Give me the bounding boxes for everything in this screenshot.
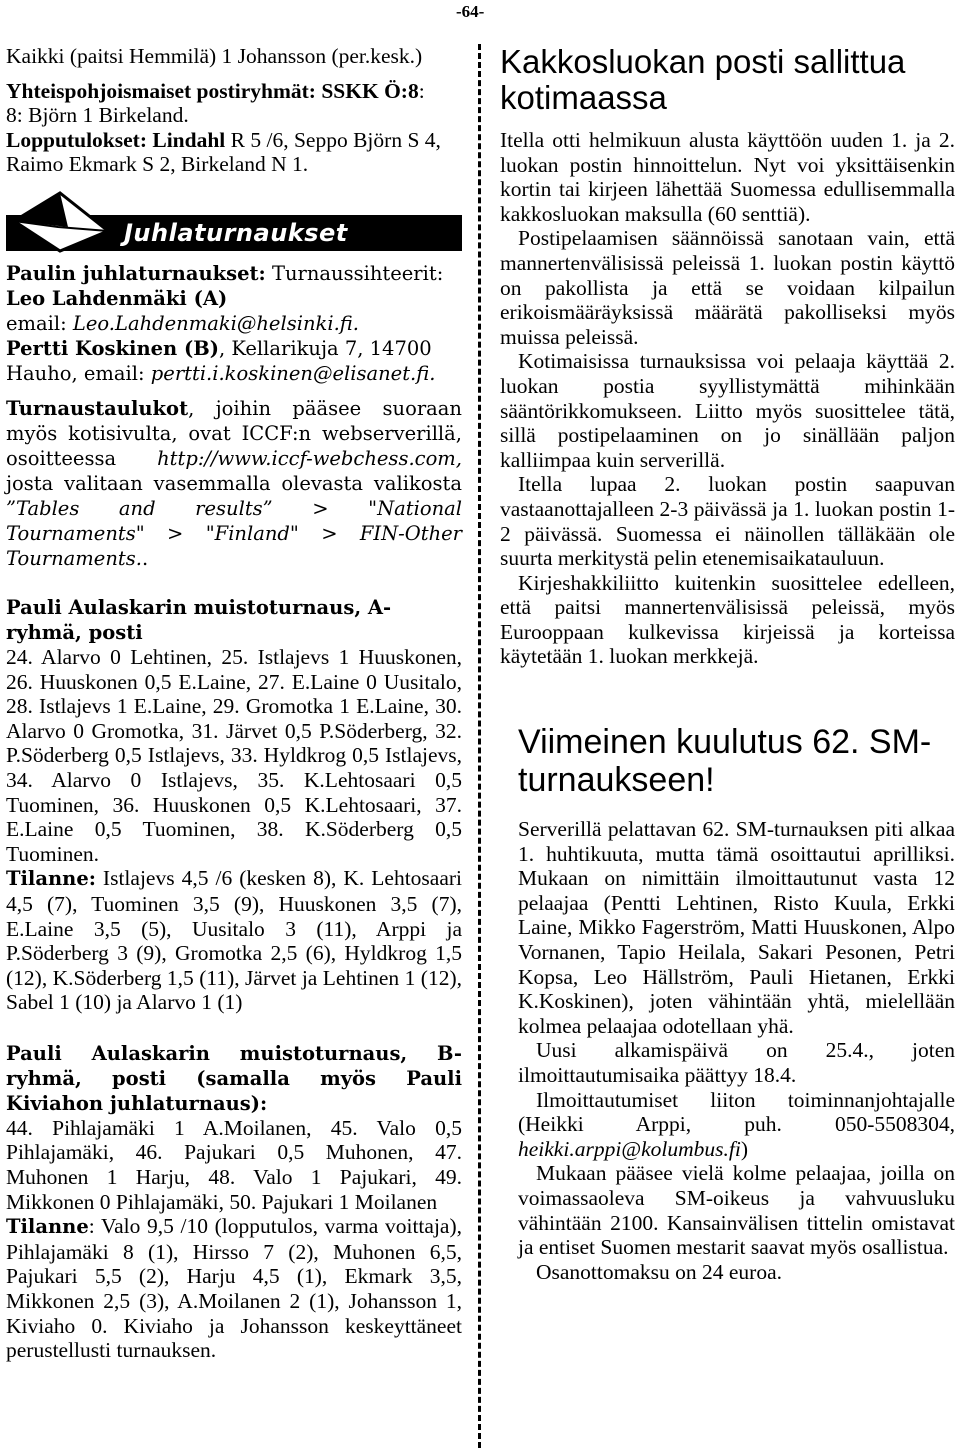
article-sm-p1: Serverillä pelattavan 62. SM-turnauksen piti alkaa 1. huhtikuuta, mutta tämä osoittautui aprilliksi. Mukaan on nimittäin ilmoittautunut vasta 12 pelaajaa (Pentti Lehtinen, Risto Kuula, Erkki Laine, Mikko Fagerström, Matti Huuskonen, Alpo Vornanen, Tapio Heilala, Sakari Pesonen, Petri Kopsa, Leo Hällström, Pauli Hietanen, Erkki K.Koskinen), joten vähintään yhtä, mielellään kolmea pelaajaa odotellaan yhä. (518, 817, 955, 1038)
a-group-heading (6, 595, 462, 645)
b-standing-label: Tilanne (6, 1215, 89, 1239)
groups-line: 8: Björn 1 Birkeland. (6, 103, 189, 128)
juhla-contacts (6, 261, 462, 386)
article-sm-title: Viimeinen kuulutus 62. SM-turnaukseen! (518, 723, 932, 800)
pertti-name: Pertti Koskinen (B) (6, 336, 219, 360)
article-sm-p3-close: ) (740, 1136, 748, 1161)
tables-text-2: josta valitaan vasemmalla olevasta valikosta (6, 471, 462, 495)
arppi-email-link[interactable]: heikki.arppi@kolumbus.fi (518, 1136, 741, 1161)
article-postage-title: Kakkosluokan posti sallittua kotimaassa (500, 43, 906, 116)
results-text: R 5 /6, Seppo Björn S 4, Raimo Ekmark S 2, Birkeland N 1. (6, 127, 441, 177)
menu-path: ”Tables and results” > "National Tournaments" > "Finland" > FIN-Other Tournaments. (6, 496, 462, 570)
article-postage-p4: Itella lupaa 2. luokan postin saapuvan vastaanottajalleen 2-3 päivässä ja 1. luokan postin 1-2 päivässä. Suomessa ei näinollen tälläkään ole suurta merkitystä pelin etenemisaikatauluun. (500, 472, 955, 571)
page-number: -64- (456, 2, 485, 21)
pertti-address: , Kellarikuja 7, 14700 Hauho, email: (6, 336, 432, 385)
b-group-results: 44. Pihlajamäki 1 A.Moilanen, 45. Valo 0,5 Pihlajamäki, 46. Pajukari 0,5 Muhonen, 47. Muhonen 1 Harju, 48. Valo 1 Pajukari, 49. Mikkonen 0 Pihlajamäki, 50. Pajukari 1 Moilanen (6, 1115, 462, 1214)
banner-title: Juhlaturnaukset (124, 218, 348, 247)
column-divider (478, 44, 481, 1448)
intro-line: Kaikki (paitsi Hemmilä) 1 Johansson (per.kesk.) (6, 44, 423, 68)
article-postage (500, 44, 955, 669)
a-group-heading-text: Pauli Aulaskarin muistoturnaus, A-ryhmä, posti (6, 595, 392, 644)
leo-name: Leo Lahdenmäki (A) (6, 286, 228, 310)
article-sm-p4: Mukaan pääsee vielä kolme pelaajaa, joilla on voimassaoleva SM-oikeus ja vahvuusluku vähintään 2100. Kansainvälisen tittelin omistavat ja entiset Suomen mestarit saavat myös osallistua. (518, 1161, 955, 1260)
article-sm-p5: Osanottomaksu on 24 euroa. (536, 1259, 783, 1284)
tables-label: Turnaustaulukot (6, 396, 189, 420)
left-column (6, 44, 462, 1363)
juhlaturnaukset-banner (6, 191, 462, 253)
b-group-heading-text: Pauli Aulaskarin muistoturnaus, B-ryhmä, posti (samalla myös Pauli Kiviahon juhlaturnaus): (6, 1041, 462, 1115)
leo-email-link[interactable]: Leo.Lahdenmaki@helsinki.fi. (72, 311, 359, 335)
article-sm-p3-text: Ilmoittautumiset liiton toiminnanjohtajalle (Heikki Arppi, puh. 050-5508304, (518, 1087, 955, 1137)
iccf-url-link[interactable]: http://www.iccf-webchess.com, (157, 446, 462, 470)
article-sm-tournament (500, 723, 955, 1284)
groups-heading: Yhteispohjoismaiset postiryhmät: SSKK Ö:8 (6, 78, 419, 103)
groups-block (6, 79, 462, 177)
a-group-standing (6, 866, 462, 1015)
tables-tail: . (141, 546, 149, 570)
tables-text-1: , joihin pääsee suoraan myös kotisivulta, ovat ICCF:n webserverillä, osoitteessa (6, 396, 462, 470)
a-standing-label: Tilanne: (6, 867, 96, 891)
b-group-standing (6, 1214, 462, 1363)
org-text: Turnaussihteerit: (265, 261, 444, 285)
pertti-email-link[interactable]: pertti.i.koskinen@elisanet.fi. (150, 361, 436, 385)
results-label: Lopputulokset: Lindahl (6, 127, 226, 152)
tables-paragraph (6, 396, 462, 571)
b-group-heading (6, 1041, 462, 1116)
article-postage-p1: Itella otti helmikuun alusta käyttöön uuden 1. ja 2. luokan postin hinnoittelun. Nyt voi yksittäisenkin kortin tai kirjeen lähettää Suomessa edullisemmalla kakkosluokan maksulla (60 senttiä). (500, 128, 955, 226)
leo-email-label: email: (6, 311, 73, 335)
article-postage-p5: Kirjeshakkiliitto kuitenkin suosittelee edelleen, että paitsi mannertenvälisissä peleissä, myös Eurooppaan kulkevissa kirjeissä ja korteissa käytetään 1. luokan merkkejä. (500, 570, 955, 669)
article-sm-p3 (518, 1088, 955, 1162)
envelope-icon (8, 191, 118, 253)
a-standing-text: Istlajevs 4,5 /6 (kesken 8), K. Lehtosaari 4,5 (7), Tuominen 3,5 (9), Huuskonen 3,5 (7), E.Laine 3,5 (5), Uusitalo 3 (11), Arppi ja P.Söderberg 3 (9), Gromotka 2,5 (6), Hyldkrog 1,5 (12), K.Söderberg 1,5 (11), Järvet ja Lehtinen 1 (12), Sabel 1 (10) ja Alarvo 1 (1) (6, 866, 462, 1015)
article-sm-p2: Uusi alkamispäivä on 25.4., joten ilmoittautumisaika päättyy 18.4. (518, 1038, 955, 1087)
article-postage-p2: Postipelaamisen säännöissä sanotaan vain, että mannertenvälisissä peleissä 1. luokan postin käyttö on pakollista ja että se voidaan kilpailun erikoismääräyksissä määrätä pakolliseksi myös muissa peleissä. (500, 226, 955, 349)
b-standing-text: : Valo 9,5 /10 (lopputulos, varma voittaja), Pihlajamäki 8 (1), Hirsso 7 (2), Muhonen 6,5, Pajukari 5,5 (2), Harju 4,5 (1), Ekmark 3,5, Mikkonen 2,5 (3), A.Moilanen 2 (1), Johansson 1, Kiviaho 0. Kiviaho ja Johansson keskeyttäneet perustellusti turnauksen. (6, 1214, 462, 1363)
groups-colon: : (418, 78, 425, 103)
right-column (500, 44, 955, 1284)
org-label: Paulin juhlaturnaukset: (6, 261, 266, 285)
a-group-results: 24. Alarvo 0 Lehtinen, 25. Istlajevs 1 Huuskonen, 26. Huuskonen 0,5 E.Laine, 27. E.Laine 0 Uusitalo, 28. Istlajevs 1 E.Laine, 29. Gromotka 1 E.Laine, 30. Alarvo 0 Gromotka, 31. Järvet 0,5 P.Söderberg, 32. P.Söderberg 0,5 Istlajevs, 33. Hyldkrog 0,5 Istlajevs, 34. Alarvo 0 Istlajevs, 35. K.Lehtosaari 0,5 Tuominen, 36. Huuskonen 0,5 K.Lehtosaari, 37. E.Laine 0,5 Tuominen, 38. K.Söderberg 0,5 Tuominen. (6, 644, 462, 866)
article-postage-p3: Kotimaisissa turnauksissa voi pelaaja käyttää 2. luokan postia syyllistymättä mihinkään sääntörikkomukseen. Liitto myös suosittelee tätä, sillä postipelaaminen on jo sinällään paljon kalliimpaa kuin serverillä. (500, 349, 955, 472)
